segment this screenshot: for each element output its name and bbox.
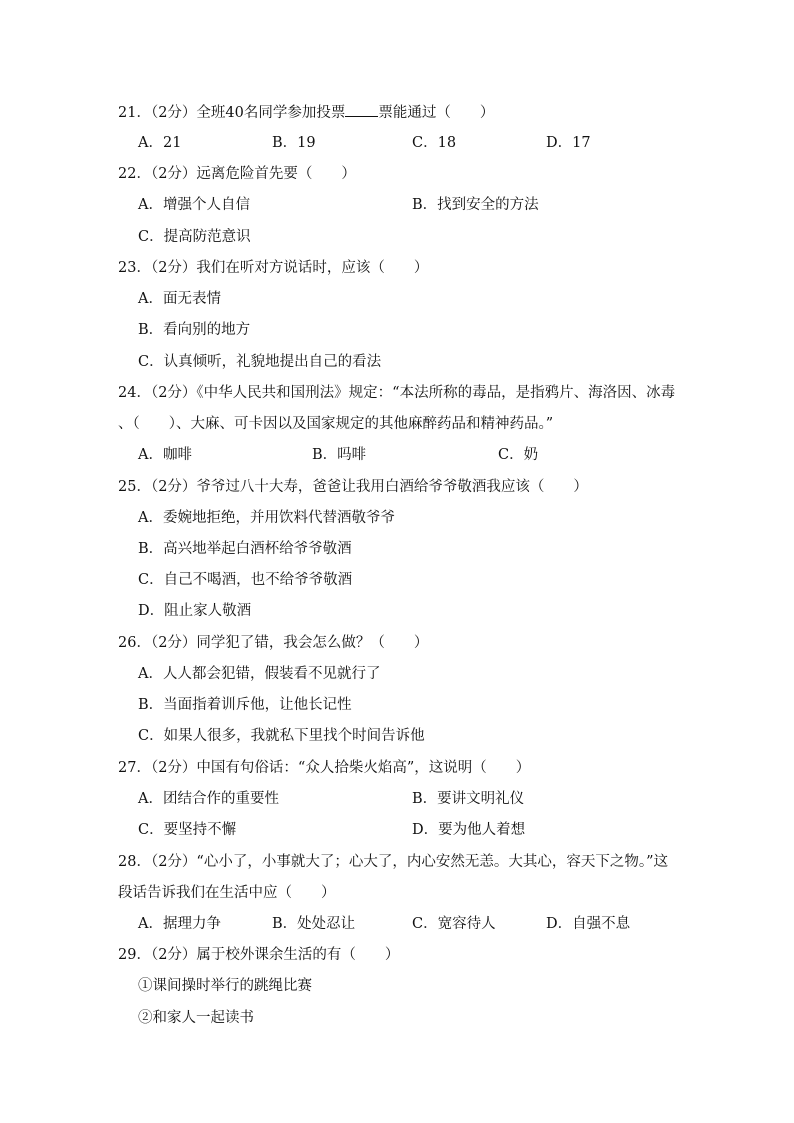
q22-option-a: A．增强个人自信: [138, 197, 250, 213]
q24-option-c: C．奶: [498, 447, 539, 463]
q29-item-2: ②和家人一起读书: [138, 1010, 254, 1026]
q28-option-b: B．处处忍让: [272, 916, 356, 932]
question-26-stem: 26．（2分）同学犯了错，我会怎么做？（ ）: [118, 635, 429, 651]
q27-option-d: D．要为他人着想: [412, 822, 526, 838]
answer-blank: [345, 102, 378, 117]
q26-option-c: C．如果人很多，我就私下里找个时间告诉他: [138, 728, 425, 744]
question-27-stem: 27．（2分）中国有句俗话：“众人拾柴火焰高”，这说明（ ）: [118, 760, 531, 776]
q24-option-a: A．咖啡: [138, 447, 192, 463]
q27-option-a: A．团结合作的重要性: [138, 791, 279, 807]
question-28-stem-line-1: 28．（2分）“心小了，小事就大了；心大了，内心安然无恙。大其心，容天下之物。”这: [118, 854, 668, 870]
question-23-stem: 23．（2分）我们在听对方说话时，应该（ ）: [118, 260, 429, 276]
q26-option-a: A．人人都会犯错，假装看不见就行了: [138, 666, 381, 682]
question-24-stem-line-2: 、（ ）、大麻、可卡因以及国家规定的其他麻醉药品和精神药品。”: [118, 416, 554, 432]
q25-option-c: C．自己不喝酒，也不给爷爷敬酒: [138, 572, 353, 588]
q25-option-d: D．阻止家人敬酒: [138, 603, 252, 619]
question-21-stem: [118, 102, 494, 123]
question-25-stem: 25．（2分）爷爷过八十大寿，爸爸让我用白酒给爷爷敬酒我应该（ ）: [118, 479, 588, 495]
q21-option-c: C．18: [412, 135, 457, 151]
q26-option-b: B．当面指着训斥他，让他长记性: [138, 697, 352, 713]
q28-option-c: C．宽容待人: [412, 916, 496, 932]
q24-option-b: B．吗啡: [312, 447, 367, 463]
q28-option-d: D．自强不息: [546, 916, 631, 932]
q21-option-d: D．17: [546, 135, 591, 151]
q23-option-b: B．看向别的地方: [138, 322, 251, 338]
q25-option-a: A．委婉地拒绝，并用饮料代替酒敬爷爷: [138, 510, 395, 526]
question-24-stem-line-1: 24．（2分）《中华人民共和国刑法》规定：“本法所称的毒品，是指鸦片、海洛因、冰毒: [118, 385, 676, 401]
q21-option-b: B．19: [272, 135, 316, 151]
question-22-stem: 22．（2分）远离危险首先要（ ）: [118, 166, 356, 182]
q28-option-a: A．据理力争: [138, 916, 221, 932]
q29-item-1: ①课间操时举行的跳绳比赛: [138, 978, 312, 994]
q25-option-b: B．高兴地举起白酒杯给爷爷敬酒: [138, 541, 352, 557]
question-28-stem-line-2: 段话告诉我们在生活中应（ ）: [118, 885, 336, 901]
q22-option-b: B．找到安全的方法: [412, 197, 539, 213]
q23-option-a: A．面无表情: [138, 291, 221, 307]
q21-option-a: A．21: [138, 135, 182, 151]
q22-option-c: C．提高防范意识: [138, 229, 251, 245]
q27-option-b: B．要讲文明礼仪: [412, 791, 525, 807]
question-21-stem-end: 票能通过（ ）: [378, 105, 495, 121]
q27-option-c: C．要坚持不懈: [138, 822, 237, 838]
question-29-stem: 29．（2分）属于校外课余生活的有（ ）: [118, 947, 400, 963]
question-21-stem-start: 21．（2分）全班40名同学参加投票: [118, 105, 346, 121]
q23-option-c: C．认真倾听，礼貌地提出自己的看法: [138, 354, 382, 370]
